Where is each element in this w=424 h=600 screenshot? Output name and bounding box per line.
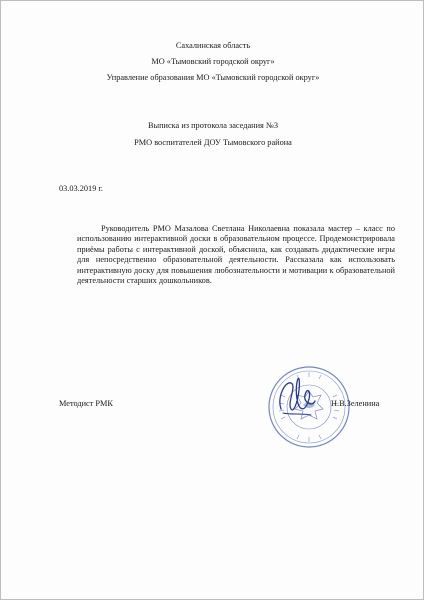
signatory-name: Н.В.Зеленина (331, 399, 380, 408)
document-body (77, 224, 395, 286)
document-title: Выписка из протокола заседания №3 (147, 121, 279, 130)
document-subtitle: РМО воспитателей ДОУ Тымовского района (134, 138, 292, 147)
signatory-role: Методист РМК (59, 399, 113, 408)
header-department: Управление образования МО «Тымовский городской округ» (106, 73, 320, 82)
header-region: Сахалинская область (175, 41, 251, 50)
handwritten-signature (271, 369, 321, 425)
document-date: 03.03.2019 г. (59, 184, 103, 193)
body-paragraph: Руководитель РМО Мазалова Светлана Николаевна показала мастер – класс по использованию интерактивной доски в образовательном процессе. Продемонстрировала приёмы работы с интерактивной доской, объяснила, как создавать дидактические игры для непосредственно образовательной деятельности. Рассказала как использовать интерактивную доску для повышения любознательности и мотивации к образовательной деятельности старших дошкольников. (77, 224, 395, 286)
header-district: МО «Тымовский городской округ» (151, 57, 275, 66)
